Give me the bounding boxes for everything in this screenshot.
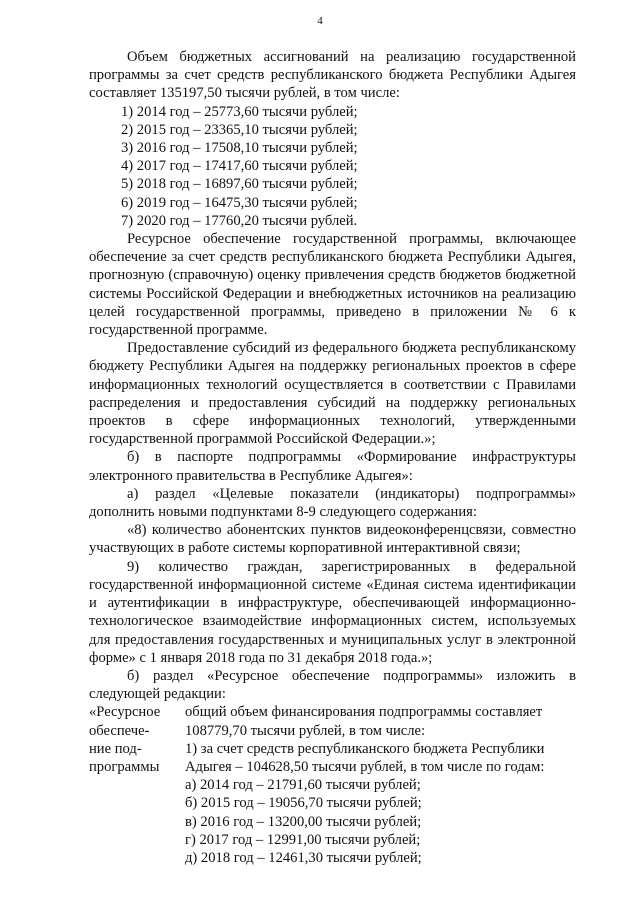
resource-label-line: программы [89, 758, 160, 775]
budget-year-item: 2) 2015 год – 23365,10 тысячи рублей; [121, 121, 358, 138]
resource-year-list [185, 776, 576, 867]
resource-republic: 1) за счет средств республиканского бюджета Республики Адыгея – 104628,50 тысячи рублей, в том числе по годам: [185, 740, 545, 775]
subsidies-paragraph: Предоставление субсидий из федерального бюджета республиканскому бюджету Республики Адыгея на поддержку региональных проектов в сфере информационных технологий осуществляется в соответствии с Правилами распределения и предоставления субсидий на поддержку региональных проектов в сфере информационных технологий, утвержденными государственной программой Российской Федерации.»; [89, 340, 576, 448]
passport-paragraph: б) в паспорте подпрограммы «Формирование инфраструктуры электронного правительства в Республике Адыгея»: [89, 449, 576, 484]
budget-year-list [89, 103, 576, 230]
item-9-paragraph: 9) количество граждан, зарегистрированных в федеральной государственной информационной системе «Единая система идентификации и аутентификации в инфраструктуре, обеспечивающей информационно-технологическое взаимодействие информационных систем, используемых для предоставления государственных и муниципальных услуг в электронной форме» с 1 января 2018 года по 31 декабря 2018 года.»; [89, 558, 576, 666]
resource-year-item: а) 2014 год – 21791,60 тысячи рублей; [185, 777, 421, 794]
item-8-paragraph: «8) количество абонентских пунктов видеоконференцсвязи, совместно участвующих в работе системы корпоративной интерактивной связи; [89, 522, 576, 557]
indicators-paragraph: а) раздел «Целевые показатели (индикаторы) подпрограммы» дополнить новыми подпунктами 8-9 следующего содержания: [89, 485, 576, 521]
resource-label [89, 703, 185, 867]
resource-year-item: в) 2016 год – 13200,00 тысячи рублей; [185, 813, 422, 830]
resource-label-line: «Ресурсное [89, 704, 161, 721]
budget-year-item: 6) 2019 год – 16475,30 тысячи рублей; [121, 194, 358, 211]
resource-year-item: б) 2015 год – 19056,70 тысячи рублей; [185, 795, 422, 812]
resource-paragraph: Ресурсное обеспечение государственной программы, включающее обеспечение за счет средств республиканского бюджета Республики Адыгея, прогнозную (справочную) оценку привлечения средств бюджетов бюджетной системы Российской Федерации и внебюджетных источников на реализацию целей государственной программы, приведено в приложении № 6 к государственной программе. [89, 231, 576, 339]
budget-year-item: 5) 2018 год – 16897,60 тысячи рублей; [121, 176, 358, 193]
resource-label-line: ние под- [89, 740, 142, 757]
page-number: 4 [317, 15, 323, 27]
budget-year-item: 1) 2014 год – 25773,60 тысячи рублей; [121, 103, 358, 120]
resource-total: общий объем финансирования подпрограммы составляет 108779,70 тысячи рублей, в том числе: [185, 704, 543, 739]
resource-table [89, 703, 576, 867]
resource-section-paragraph: б) раздел «Ресурсное обеспечение подпрограммы» изложить в следующей редакции: [89, 667, 576, 703]
resource-year-item: д) 2018 год – 12461,30 тысячи рублей; [185, 849, 422, 866]
resource-content [185, 703, 576, 867]
budget-year-item: 3) 2016 год – 17508,10 тысячи рублей; [121, 140, 358, 157]
budget-year-item: 7) 2020 год – 17760,20 тысячи рублей. [121, 212, 358, 229]
document-body [89, 48, 576, 867]
budget-year-item: 4) 2017 год – 17417,60 тысячи рублей; [121, 158, 358, 175]
resource-label-line: обеспече- [89, 722, 150, 739]
resource-year-item: г) 2017 год – 12991,00 тысячи рублей; [185, 831, 421, 848]
budget-intro: Объем бюджетных ассигнований на реализацию государственной программы за счет средств республиканского бюджета Республики Адыгея составляет 135197,50 тысячи рублей, в том числе: [89, 49, 576, 102]
